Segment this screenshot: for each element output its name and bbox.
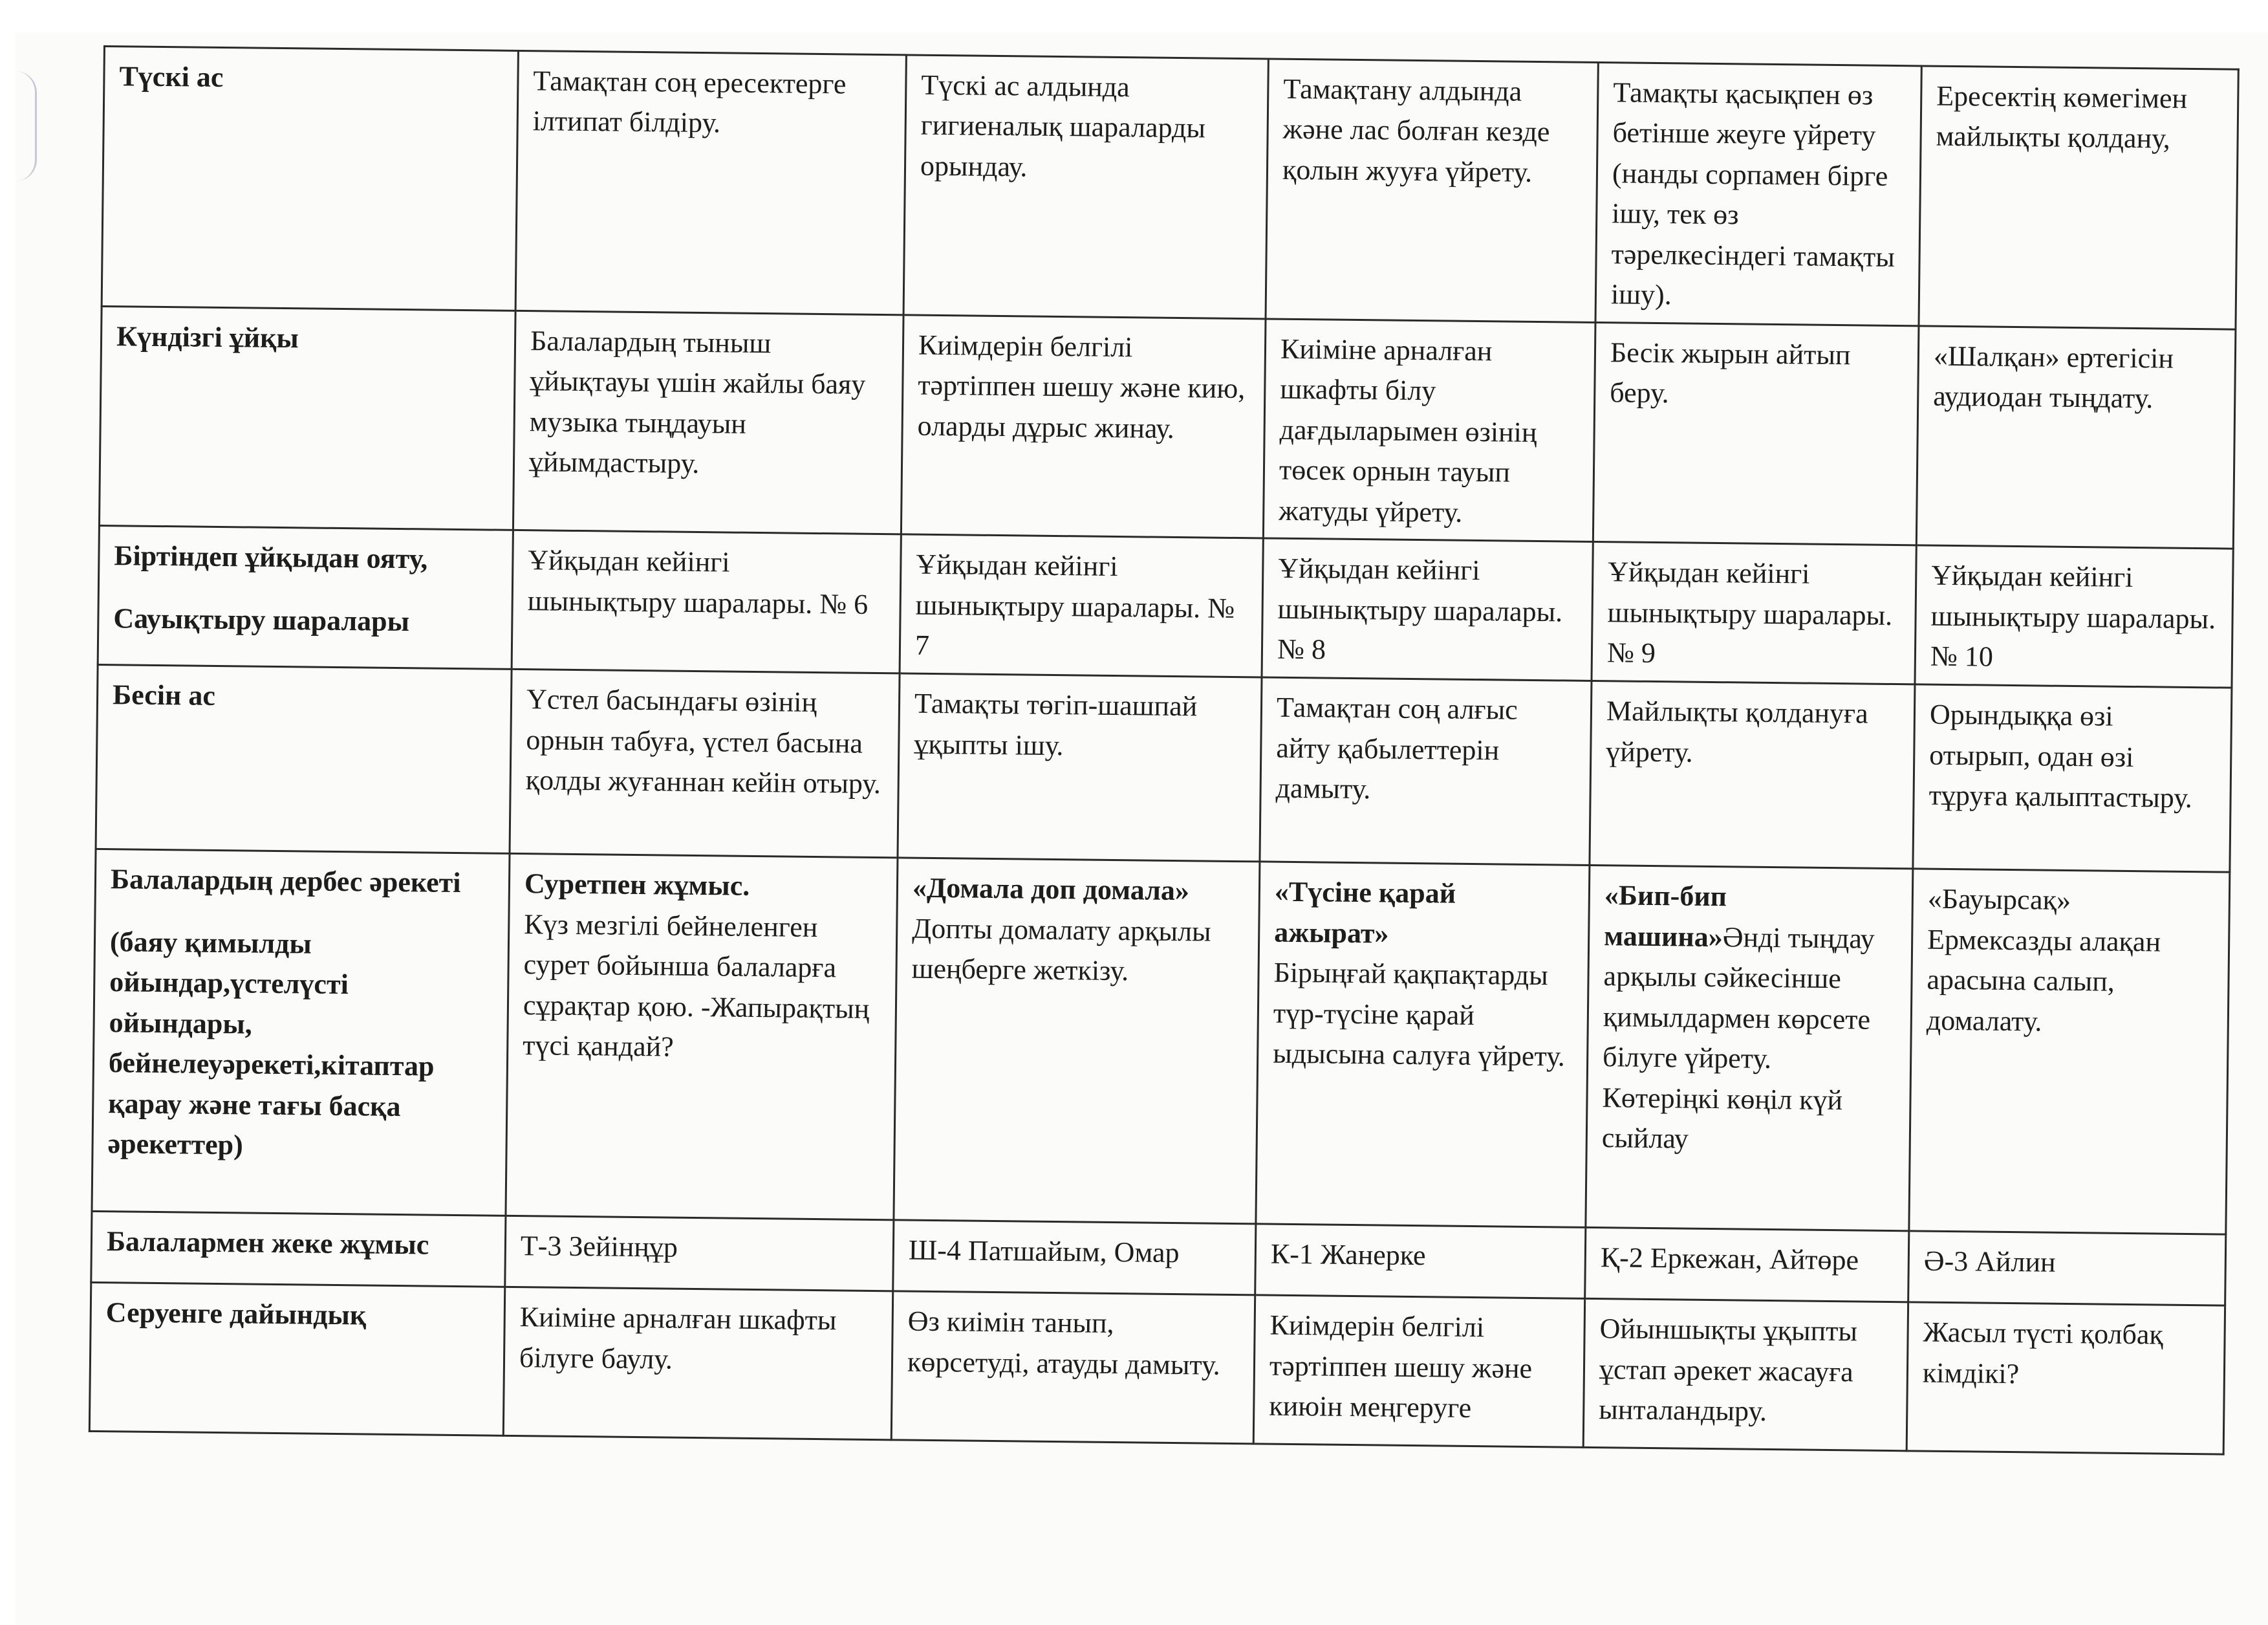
table-cell: Ә-3 Айлин [1908,1231,2226,1305]
table-row [98,526,2233,688]
row-label-line: Біртіндеп ұйқыдан ояту, [114,540,428,575]
table-cell: Ұйқыдан кейінгі шынықтыру шаралары. № 10 [1915,545,2233,688]
table-row [96,665,2232,873]
activity-title: «Домала доп домала» [912,871,1190,907]
table-cell: Тамақтан соң алғыс айту қабылеттерін дамыту. [1260,677,1592,866]
table-cell: Ұйқыдан кейінгі шынықтыру шаралары. № 7 [900,534,1263,677]
table-cell: Ересектің көмегімен майлықты қолдану, [1919,66,2238,329]
activity-text: Әнді тыңдау арқылы сәйкесінше қимылдармен көрсете білуге үйрету. Көтеріңкі көңіл күй сыйлау [1601,921,1875,1155]
row-label-nap: Күндізгі ұйқы [99,306,515,530]
table-cell: Орындыққа өзі отырып, одан өзі тұруға қалыптастыру. [1913,684,2232,872]
table-cell: Жасыл түсті қолбақ кімдікі? [1906,1302,2225,1454]
table-cell: Қ-2 Еркежан, Айтөре [1585,1228,1909,1302]
table-cell: Ш-4 Патшайым, Омар [893,1220,1256,1295]
table-cell [506,854,898,1220]
table-cell: «Шалқан» ертегісін аудиодан тыңдату. [1916,326,2236,549]
table-cell: Түскі ас алдында гигиеналық шараларды орындау. [903,55,1268,319]
row-label-lunch: Түскі ас [102,47,518,311]
table-cell: Киіміне арналған шкафты білу дағдыларымен өзінің төсек орнын тауып жатуды үйрету. [1263,319,1595,542]
scan-artifact [16,71,37,181]
activity-title: «Түсіне қарай ажырат» [1274,875,1456,950]
table-row [89,1283,2225,1455]
activity-text: «Бауырсақ» Ермексазды алақан арасына салып, домалату. [1926,882,2161,1038]
schedule-sheet [87,45,2237,1543]
table-cell [1586,866,1913,1231]
table-cell: К-1 Жанерке [1255,1224,1586,1299]
activity-text: Допты домалату арқылы шеңберге жеткізу. [911,912,1211,987]
daily-plan-table [89,45,2240,1456]
row-label-walk-preparation: Серуенге дайындық [89,1283,504,1436]
row-label-line: Балалардың дербес әрекеті [110,863,461,899]
activity-title: «Бип-бип машина» [1603,879,1727,953]
table-cell: Үстел басындағы өзінің орнын табуға, үстел басына қолды жуғаннан кейін отыру. [510,670,900,858]
row-label-line: Сауықтыру шаралары [113,602,410,637]
table-cell [894,858,1260,1224]
table-cell: Киіміне арналған шкафты білуге баулу. [503,1287,892,1439]
table-cell: Тамақтан соң ересектерге ілтипат білдіру. [515,50,906,314]
row-label-afternoon-snack: Бесін ас [96,665,512,854]
table-cell: Т-3 Зейінңұр [505,1216,894,1291]
table-cell: Өз киімін танып, көрсетуді, атауды дамыту. [891,1291,1255,1444]
table-cell: Ойыншықты ұқыпты ұстап әрекет жасауға ынталандыру. [1583,1299,1908,1451]
table-cell: Тамақтану алдында және лас болған кезде қолын жууға үйрету. [1266,59,1598,322]
row-label-individual-work: Балалармен жеке жұмыс [91,1212,506,1287]
row-label-line: (баяу қимылды ойындар,үстелүсті ойындары, бейнелеуәрекеті,кітаптар қарау және тағы басқа әрекеттер) [107,925,435,1161]
activity-title: Суретпен жұмыс. [524,867,750,902]
row-label-wakeup [98,526,513,670]
activity-text: Бірыңғай қақпақтарды түр-түсіне қарай ыдысына салуға үйрету. [1272,956,1565,1073]
row-label-independent-activity [92,849,510,1216]
table-cell: Киімдерін белгілі тәртіппен шешу және киюін меңгеруге [1253,1295,1584,1448]
table-row [92,849,2230,1235]
table-cell: Ұйқыдан кейінгі шынықтыру шаралары. № 9 [1592,542,1916,684]
table-row [102,47,2238,329]
table-cell [1256,862,1590,1227]
table-cell: Тамақты қасықпен өз бетінше жеуге үйрету (нанды сорпамен бірге ішу, тек өз тәрелкесіндегі тамақты ішу). [1595,63,1921,326]
table-cell [1909,869,2230,1234]
table-cell: Тамақты төгіп-шашпай ұқыпты ішу. [898,673,1262,862]
table-cell: Ұйқыдан кейінгі шынықтыру шаралары. № 6 [512,530,901,673]
activity-text: Күз мезгілі бейнеленген сурет бойынша балаларға сұрақтар қою. -Жапырақтың түсі қандай? [523,908,870,1063]
table-cell: Бесік жырын айтып беру. [1593,322,1919,545]
table-cell: Майлықты қолдануға үйрету. [1590,681,1915,869]
table-row [99,306,2235,549]
table-cell: Киімдерін белгілі тәртіппен шешу және кию, оларды дұрыс жинау. [901,315,1266,538]
table-cell: Ұйқыдан кейінгі шынықтыру шаралары. № 8 [1262,538,1593,681]
table-cell: Балалардың тыныш ұйықтауы үшін жайлы баяу музыка тыңдауын ұйымдастыру. [513,311,903,534]
